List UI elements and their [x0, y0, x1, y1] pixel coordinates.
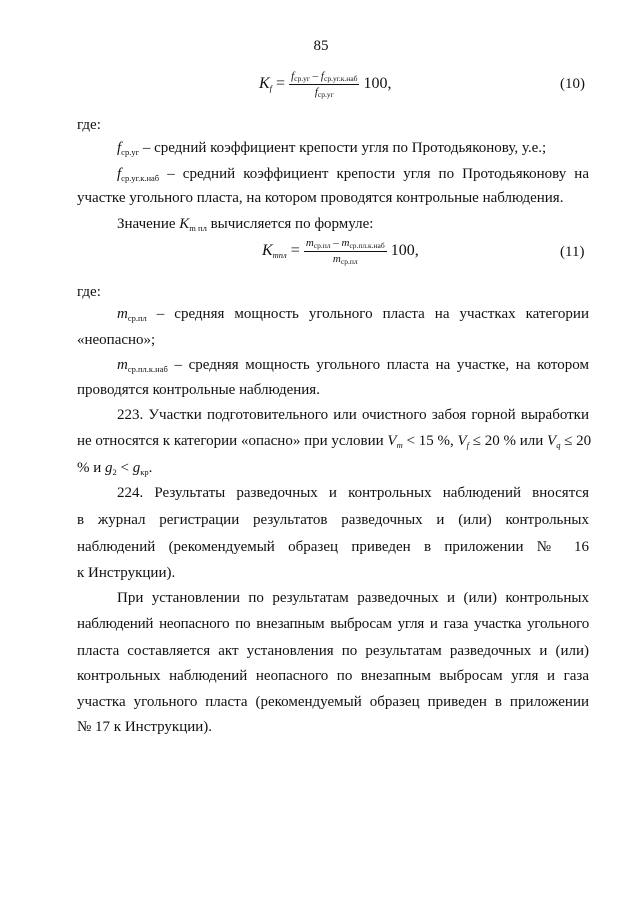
paragraph-224-line4: к Инструкции). [77, 565, 176, 581]
definition-m-control-line1: $m_{ср.пл.к.наб}$ – средняя мощность угольного пласта на участке, на котором [117, 357, 589, 374]
equation-10: Kf = $\frac{\text{fср.уг – fср.уг.к.наб}}{\text{fср.уг}}$ 100, [259, 70, 392, 99]
where-label-2: где: [77, 284, 101, 300]
eq11-fraction [304, 237, 387, 266]
eq11-numerator: mср.пл – mср.пл.к.наб [305, 237, 385, 250]
equation-11: Kmпл = $\frac{\text{mср.пл – mср.пл.к.наб}}{\text{mср.пл}}$ 100, [262, 237, 419, 266]
value-line: Значение $K_{m пл}$ вычисляется по формуле: [117, 216, 374, 233]
eq11-factor: 100, [390, 242, 419, 260]
eq10-denominator: fср.уг [314, 86, 334, 99]
eq10-fraction [289, 70, 359, 99]
eq10-lhs-sub: f [269, 83, 273, 94]
eq11-denominator: mср.пл [332, 253, 358, 266]
paragraph-223-line2: не относятся к категории «опасно» при условии $V_m < 15$ %, $V_f \le 20$ % или $V_q \le 20$ [77, 433, 592, 450]
equation-11-number: (11) [560, 244, 585, 260]
where-label-1: где: [77, 117, 101, 133]
eq10-factor: 100, [363, 75, 392, 93]
eq11-lhs-sub: mпл [272, 250, 287, 261]
page-number: 85 [313, 38, 329, 54]
paragraph-224-line2: в журнал регистрации результатов разведочных и (или) контрольных [77, 512, 589, 528]
equation-10-number: (10) [560, 76, 585, 92]
definition-f-control-line1: $f_{ср.уг.к.наб}$ – средний коэффициент крепости угля по Протодьяконову на [117, 166, 589, 183]
eq10-numerator: fср.уг – fср.уг.к.наб [291, 70, 358, 83]
paragraph-last-line6: № 17 к Инструкции). [77, 719, 213, 735]
paragraph-last-line1: При установлении по результатам разведочных и (или) контрольных [117, 590, 589, 606]
paragraph-last-line5: участка угольного пласта (рекомендуемый образец приведен в приложении [77, 694, 589, 710]
definition-f-avg: $f_{ср.уг}$ – средний коэффициент крепости угля по Протодьяконову, у.е.; [117, 140, 547, 157]
definition-f-control-line2: участке угольного пласта, на котором проводятся контрольные наблюдения. [77, 190, 564, 206]
paragraph-223-line3: % и $g_2 < g_{кр}$. [77, 460, 153, 477]
paragraph-last-line4: контрольных наблюдений неопасного по внезапным выбросам угля и газа [77, 668, 589, 684]
paragraph-last-line3: пласта составляется акт установления по результатам разведочных и (или) [77, 643, 589, 659]
paragraph-224-line3: наблюдений (рекомендуемый образец приведен в приложении № 16 [77, 539, 589, 555]
eq10-lhs: K [259, 75, 270, 93]
paragraph-223-line1: 223. Участки подготовительного или очистного забоя горной выработки [117, 407, 589, 423]
definition-m-avg-line2: «неопасно»; [77, 332, 156, 348]
paragraph-last-line2: наблюдений неопасного по внезапным выбросам угля и газа участка угольного [77, 616, 589, 632]
paragraph-224-line1: 224. Результаты разведочных и контрольных наблюдений вносятся [117, 485, 589, 501]
definition-m-control-line2: проводятся контрольные наблюдения. [77, 382, 320, 398]
eq11-lhs: K [262, 242, 273, 260]
definition-m-avg-line1: $m_{ср.пл}$ – средняя мощность угольного пласта на участках категории [117, 306, 589, 323]
